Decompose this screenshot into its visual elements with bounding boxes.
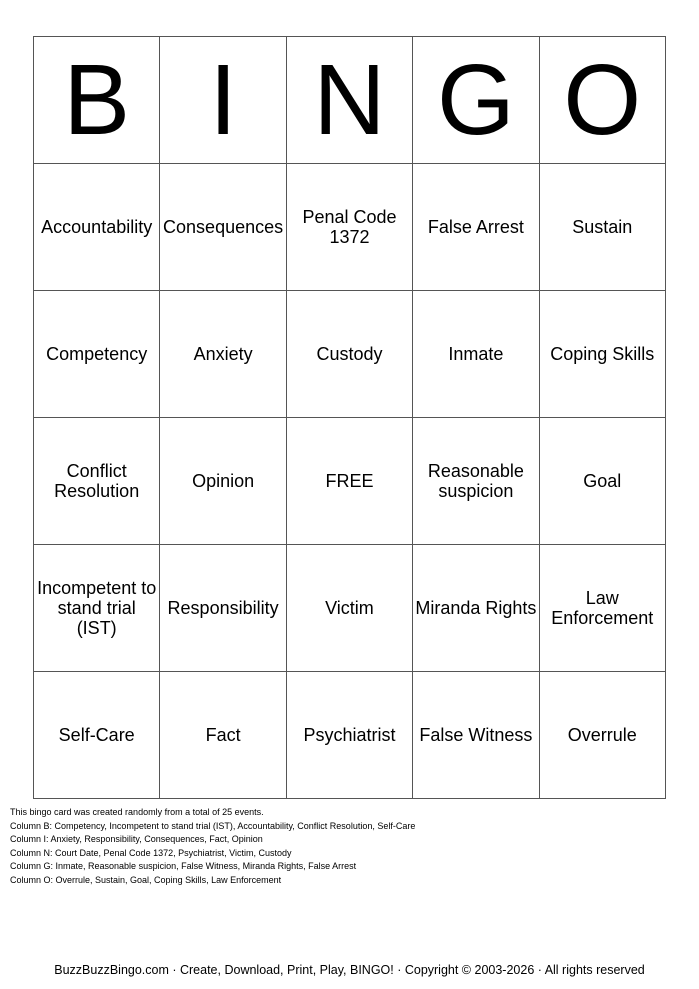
bingo-free-cell: FREE [286,418,412,545]
bingo-row-2 [34,291,666,418]
bingo-cell: Opinion [160,418,286,545]
bingo-cell: Sustain [539,164,665,291]
info-column-b: Column B: Competency, Incompetent to stand trial (IST), Accountability, Conflict Resolution, Self-Care [10,820,416,831]
info-column-g: Column G: Inmate, Reasonable suspicion, False Witness, Miranda Rights, False Arrest [10,861,357,871]
bingo-row-1 [34,164,666,291]
bingo-cell: Goal [539,418,665,545]
info-column-o: Column O: Overrule, Sustain, Goal, Coping Skills, Law Enforcement [10,874,282,885]
bingo-cell: Inmate [413,291,539,418]
bingo-row-3 [34,418,666,545]
bingo-card [33,36,666,799]
bingo-row-4 [34,545,666,672]
bingo-cell: Fact [160,672,286,799]
info-summary: This bingo card was created randomly from a total of 25 events. [10,807,264,817]
bingo-cell: Accountability [34,164,160,291]
bingo-row-5 [34,672,666,799]
page-footer: BuzzBuzzBingo.com · Create, Download, Print, Play, BINGO! · Copyright © 2003-2026 · All rights reserved [54,963,645,977]
bingo-cell: False Arrest [413,164,539,291]
bingo-cell: Conflict Resolution [34,418,160,545]
bingo-cell: Psychiatrist [286,672,412,799]
bingo-cell: False Witness [413,672,539,799]
bingo-cell: Overrule [539,672,665,799]
bingo-cell: Penal Code 1372 [286,164,412,291]
bingo-cell: Competency [34,291,160,418]
bingo-cell: Law Enforcement [539,545,665,672]
bingo-cell: Responsibility [160,545,286,672]
bingo-cell: Reasonable suspicion [413,418,539,545]
bingo-cell: Victim [286,545,412,672]
bingo-cell: Custody [286,291,412,418]
header-letter-o: O [539,37,665,164]
info-column-i: Column I: Anxiety, Responsibility, Consequences, Fact, Opinion [10,834,263,844]
bingo-cell: Anxiety [160,291,286,418]
header-letter-n: N [286,37,412,164]
bingo-cell: Miranda Rights [413,545,539,672]
bingo-cell: Incompetent to stand trial (IST) [34,545,160,672]
info-column-n: Column N: Court Date, Penal Code 1372, Psychiatrist, Victim, Custody [10,847,292,858]
header-letter-b: B [34,37,160,164]
bingo-cell: Consequences [160,164,286,291]
bingo-cell: Self-Care [34,672,160,799]
bingo-cell: Coping Skills [539,291,665,418]
bingo-header-row [34,37,666,164]
header-letter-i: I [160,37,286,164]
card-info [10,806,690,887]
header-letter-g: G [413,37,539,164]
